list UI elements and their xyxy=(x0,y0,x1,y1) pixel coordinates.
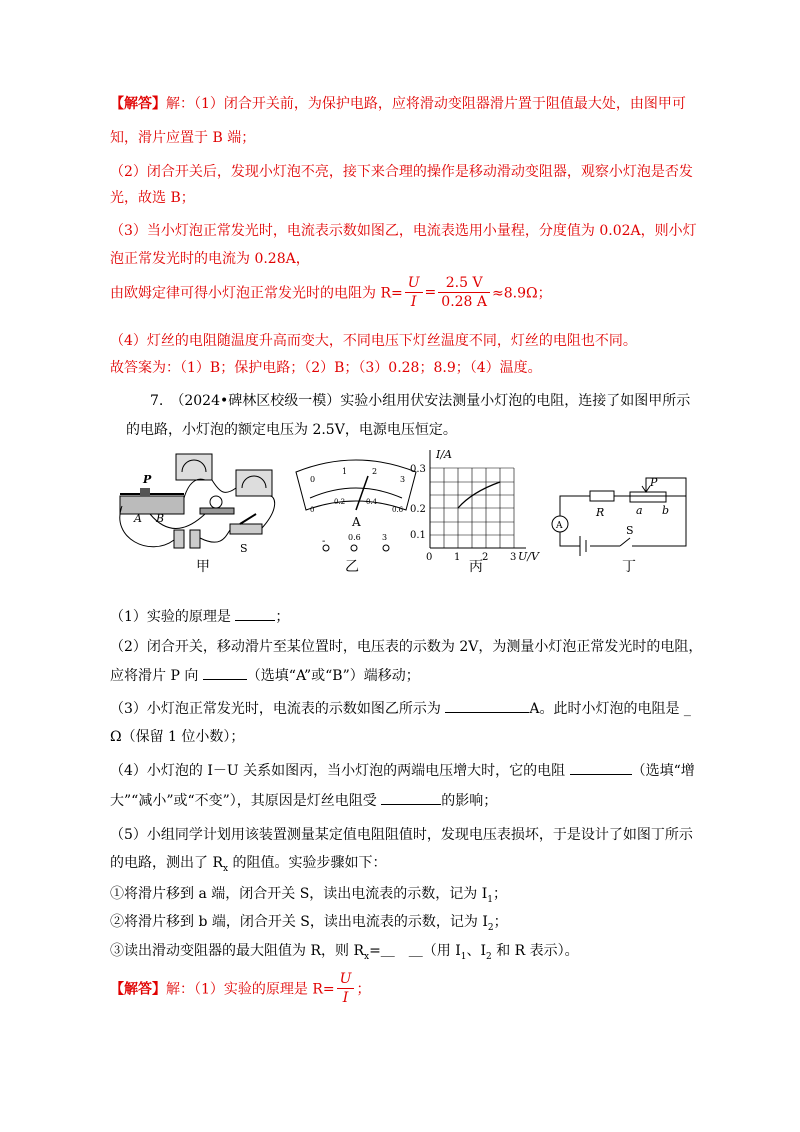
figure-yi-ammeter xyxy=(296,460,416,551)
tick-2: 2 xyxy=(372,467,378,476)
subquestion-4-line-1: （4）小灯泡的 I－U 关系如图丙，当小灯泡的两端电压增大时，它的电阻 （选填“增 xyxy=(110,760,695,782)
figure-ding-diagram xyxy=(552,476,686,556)
subquestion-2-line-2: 应将滑片 P 向 （选填“A”或“B”）端移动； xyxy=(110,665,420,687)
answer-blank-3[interactable] xyxy=(445,698,529,713)
answer-line-8: （4）灯丝的电阻随温度升高而变大，不同电压下灯丝温度不同，灯丝的电阻也不同。 xyxy=(110,333,637,349)
fraction-u-over-i: $\frac{U}{I}$ xyxy=(405,274,423,311)
terminal-06: 0.6 xyxy=(348,533,361,542)
slider-p-label-ding: P xyxy=(650,476,658,489)
answer7-tag: 【解答】 xyxy=(110,981,166,998)
y-axis-label: I/A xyxy=(436,448,452,461)
ytick-02: 0.2 xyxy=(410,504,426,515)
figure-label-ding: 丁 xyxy=(622,559,636,575)
answer-blank-5[interactable] xyxy=(381,790,441,805)
subtick-06: 0.6 xyxy=(392,506,404,514)
figure-jia-circuit xyxy=(120,454,275,555)
figure-label-jia: 甲 xyxy=(196,559,210,575)
subquestion-1: （1）实验的原理是 ； xyxy=(110,606,289,628)
subtick-0: 0 xyxy=(310,506,315,514)
end-a-label: a xyxy=(636,504,643,517)
answer-blank-4[interactable] xyxy=(570,760,632,775)
ammeter-a-label: A xyxy=(556,521,563,531)
subquestion-5-line-2: 的电路，测出了 $R_x$ 的阻值。实验步骤如下： xyxy=(110,855,387,874)
ytick-03: 0.3 xyxy=(410,464,426,475)
subquestion-2-line-1: （2）闭合开关，移动滑片至某位置时，电压表的示数为 2V，为测量小灯泡正常发光时的电阻， xyxy=(110,639,703,655)
answer-line-5: （3）当小灯泡正常发光时，电流表示数如图乙，电流表选用小量程，分度值为 0.02A，则小灯 xyxy=(110,223,697,239)
answer-line-1: 【解答】解：（1）闭合开关前，为保护电路，应将滑动变阻器滑片置于阻值最大处，由图甲可 xyxy=(110,96,686,112)
xtick-2: 2 xyxy=(482,552,489,563)
xtick-1: 1 xyxy=(454,552,461,563)
answer-blank-2[interactable] xyxy=(203,665,247,680)
answer7-line-1: 【解答】解：（1）实验的原理是 R= $\frac{U}{I}$ ； xyxy=(110,971,371,1006)
answer-line-4: 光，故选 B； xyxy=(110,190,195,206)
ytick-01: 0.1 xyxy=(410,530,426,541)
terminal-3: 3 xyxy=(382,533,388,542)
answer-line-9: 故答案为：（1）B；保护电路；（2）B；（3）0.28；8.9；（4）温度。 xyxy=(110,360,542,376)
tick-0: 0 xyxy=(310,475,316,484)
question-7-line-2: 的电路，小灯泡的额定电压为 2.5V，电源电压恒定。 xyxy=(126,422,457,438)
step-2: ②将滑片移到 b 端，闭合开关 S，读出电流表的示数，记为 $I_2$； xyxy=(110,914,508,933)
xtick-3: 3 xyxy=(510,552,517,563)
terminal-a-label: A xyxy=(134,512,142,525)
step-1: ①将滑片移到 a 端，闭合开关 S，读出电流表的示数，记为 $I_1$； xyxy=(110,886,508,905)
resistor-r-label: R xyxy=(596,506,605,519)
answer-line-6: 泡正常发光时的电流为 0.28A， xyxy=(110,251,310,267)
subquestion-3-line-2: Ω（保留 1 位小数）； xyxy=(110,729,245,745)
figure-label-bing: 丙 xyxy=(469,559,483,575)
xtick-0: 0 xyxy=(426,552,433,563)
question-7-title: 7. （2024•碑林区校级一模）实验小组用伏安法测量小灯泡的电阻，连接了如图甲所示 xyxy=(150,393,691,409)
answer-formula-line: 由欧姆定律可得小灯泡正常发光时的电阻为 R= $\frac{U}{I}$ = $\frac{2.5 V}{0.28 A}$ ≈8.9Ω； xyxy=(110,275,552,310)
tick-1: 1 xyxy=(342,467,348,476)
subtick-04: 0.4 xyxy=(366,498,378,506)
fraction-u-over-i-2: $\frac{U}{I}$ xyxy=(337,970,355,1007)
tick-3: 3 xyxy=(400,475,406,484)
answer-blank-1[interactable] xyxy=(235,606,275,621)
figure-label-yi: 乙 xyxy=(345,559,359,575)
subquestion-4-line-2: 大”“减小”或“不变”），其原因是灯丝电阻受 的影响； xyxy=(110,790,497,812)
subquestion-5-line-1: （5）小组同学计划用该装置测量某定值电阻阻值时，发现电压表损坏，于是设计了如图丁所示 xyxy=(110,827,693,843)
switch-s-label-ding: S xyxy=(626,524,634,537)
end-b-label: b xyxy=(662,504,670,517)
terminal-minus: - xyxy=(322,536,326,547)
fraction-values: $\frac{2.5 V}{0.28 A}$ xyxy=(438,274,490,311)
answer-line-2: 知，滑片应置于 B 端； xyxy=(110,130,256,146)
answer-tag: 【解答】 xyxy=(110,96,166,112)
step-3: ③读出滑动变阻器的最大阻值为 R，则 $R_x=\_$ ＿（用 $I_1$、$I_2$ 和 R 表示）。 xyxy=(110,943,579,962)
switch-s-label: S xyxy=(240,542,248,555)
figure-bing-graph xyxy=(410,448,540,563)
answer-line-3: （2）闭合开关后，发现小灯泡不亮，接下来合理的操作是移动滑动变阻器，观察小灯泡是否发 xyxy=(110,164,693,180)
x-axis-label: U/V xyxy=(518,550,539,563)
terminal-b-label: B xyxy=(156,512,165,525)
unit-a: A xyxy=(352,515,361,529)
slider-p-label: P xyxy=(143,473,152,486)
subtick-02: 0.2 xyxy=(334,498,346,506)
subquestion-3-line-1: （3）小灯泡正常发光时，电流表的示数如图乙所示为 A。此时小灯泡的电阻是 _ xyxy=(110,698,691,720)
